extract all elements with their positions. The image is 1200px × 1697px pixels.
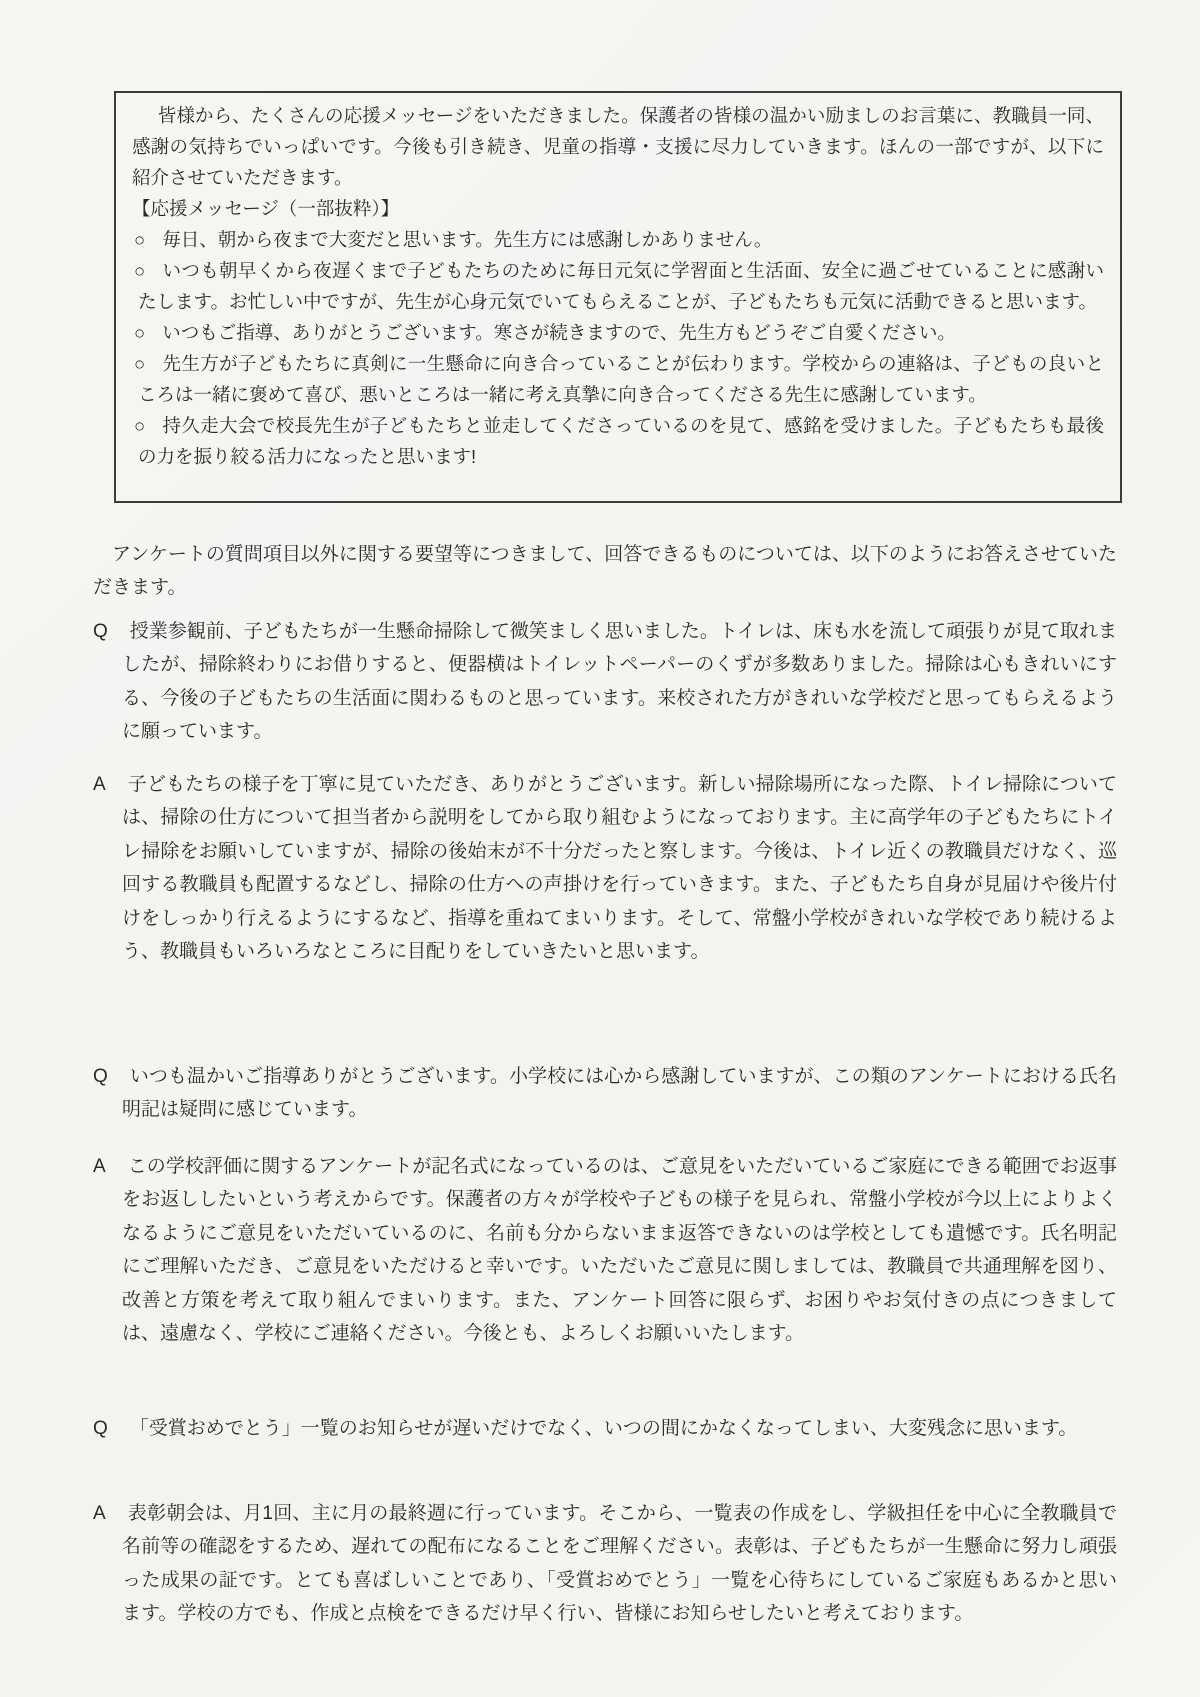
survey-intro-paragraph: アンケートの質問項目以外に関する要望等につきまして、回答できるものについては、以下のようにお答えさせていただきます。 xyxy=(93,544,1117,599)
question-marker: Q xyxy=(93,1418,108,1439)
support-message-box xyxy=(114,91,1122,503)
qa-question-1 xyxy=(93,615,1117,749)
question-marker: Q xyxy=(93,1066,108,1087)
qa-question-2 xyxy=(93,1060,1117,1127)
answer-text: この学校評価に関するアンケートが記名式になっているのは、ご意見をいただいているご家庭にできる範囲でお返事をお返ししたいという考えからです。保護者の方々が学校や子どもの様子を見られ、常盤小学校が今以上によりよくなるようにご意見をいただいているのに、名前も分からないまま返答できないのは学校としても遺憾です。氏名明記にご理解いただき、ご意見をいただけると幸いです。いただいたご意見に関しましては、教職員で共通理解を図り、改善と方策を考えて取り組んでまいります。また、アンケート回答に限らず、お困りやお気付きの点につきましては、遠慮なく、学校にご連絡ください。今後とも、よろしくお願いいたします。 xyxy=(122,1156,1117,1345)
qa-question-3 xyxy=(93,1412,1117,1445)
question-text: 「受賞おめでとう」一覧のお知らせが遅いだけでなく、いつの間にかなくなってしまい、大変残念に思います。 xyxy=(129,1418,1078,1439)
support-message-item xyxy=(132,410,1104,472)
circle-bullet-marker: ○ xyxy=(134,415,146,436)
support-message-text: 先生方が子どもたちに真剣に一生懸命に向き合っていることが伝わります。学校からの連絡は、子どもの良いところは一緒に褒めて喜び、悪いところは一緒に考え真摯に向き合ってくださる先生に感謝しています。 xyxy=(138,353,1104,405)
question-marker: Q xyxy=(93,621,108,642)
answer-text: 表彰朝会は、月1回、主に月の最終週に行っています。そこから、一覧表の作成をし、学級担任を中心に全教職員で名前等の確認をするため、遅れての配布になることをご理解ください。表彰は、子どもたちが一生懸命に努力し頑張った成果の証です。とても喜ばしいことであり、「受賞おめでとう」一覧を心待ちにしているご家庭もあるかと思います。学校の方でも、作成と点検をできるだけ早く行い、皆様にお知らせしたいと考えております。 xyxy=(122,1503,1117,1625)
question-text: いつも温かいご指導ありがとうございます。小学校には心から感謝していますが、この類のアンケートにおける氏名明記は疑問に感じています。 xyxy=(122,1066,1117,1121)
support-message-heading: 【応援メッセージ（一部抜粋）】 xyxy=(132,198,400,219)
support-message-text: いつも朝早くから夜遅くまで子どもたちのために毎日元気に学習面と生活面、安全に過ごせていることに感謝いたします。お忙しい中ですが、先生が心身元気でいてもらえることが、子どもたちも元気に活動できると思います。 xyxy=(138,260,1104,312)
support-message-item xyxy=(132,348,1104,410)
circle-bullet-marker: ○ xyxy=(134,353,146,374)
qa-answer-1 xyxy=(93,768,1117,968)
answer-marker: A xyxy=(93,774,106,795)
support-message-item xyxy=(132,224,1104,255)
support-message-text: いつもご指導、ありがとうございます。寒さが続きますので、先生方もどうぞご自愛ください。 xyxy=(162,322,956,343)
question-text: 授業参観前、子どもたちが一生懸命掃除して微笑ましく思いました。トイレは、床も水を流して頑張りが見て取れましたが、掃除終わりにお借りすると、便器横はトイレットペーパーのくずが多数ありました。掃除は心もきれいにする、今後の子どもたちの生活面に関わるものと思っています。来校された方がきれいな学校だと思ってもらえるように願っています。 xyxy=(122,621,1117,743)
circle-bullet-marker: ○ xyxy=(134,260,146,281)
answer-marker: A xyxy=(93,1156,106,1177)
circle-bullet-marker: ○ xyxy=(134,322,146,343)
support-message-item xyxy=(132,317,1104,348)
qa-answer-2 xyxy=(93,1150,1117,1350)
qa-answer-3 xyxy=(93,1497,1117,1631)
answer-text: 子どもたちの様子を丁寧に見ていただき、ありがとうございます。新しい掃除場所になった際、トイレ掃除については、掃除の仕方について担当者から説明をしてから取り組むようになっております。主に高学年の子どもたちにトイレ掃除をお願いしていますが、掃除の後始末が不十分だったと察します。今後は、トイレ近くの教職員だけなく、巡回する教職員も配置するなどし、掃除の仕方への声掛けを行っていきます。また、子どもたち自身が見届けや後片付けをしっかり行えるようにするなど、指導を重ねてまいります。そして、常盤小学校がきれいな学校であり続けるよう、教職員もいろいろなところに目配りをしていきたいと思います。 xyxy=(122,774,1117,963)
box-intro-paragraph: 皆様から、たくさんの応援メッセージをいただきました。保護者の皆様の温かい励ましのお言葉に、教職員一同、感謝の気持ちでいっぱいです。今後も引き続き、児童の指導・支援に尽力していきます。ほんの一部ですが、以下に紹介させていただきます。 xyxy=(132,105,1104,188)
survey-intro-section xyxy=(93,538,1117,605)
circle-bullet-marker: ○ xyxy=(134,229,146,250)
support-message-item xyxy=(132,255,1104,317)
answer-marker: A xyxy=(93,1503,106,1524)
support-message-text: 毎日、朝から夜まで大変だと思います。先生方には感謝しかありません。 xyxy=(162,229,773,250)
support-message-text: 持久走大会で校長先生が子どもたちと並走してくださっているのを見て、感銘を受けました。子どもたちも最後の力を振り絞る活力になったと思います! xyxy=(138,415,1104,467)
